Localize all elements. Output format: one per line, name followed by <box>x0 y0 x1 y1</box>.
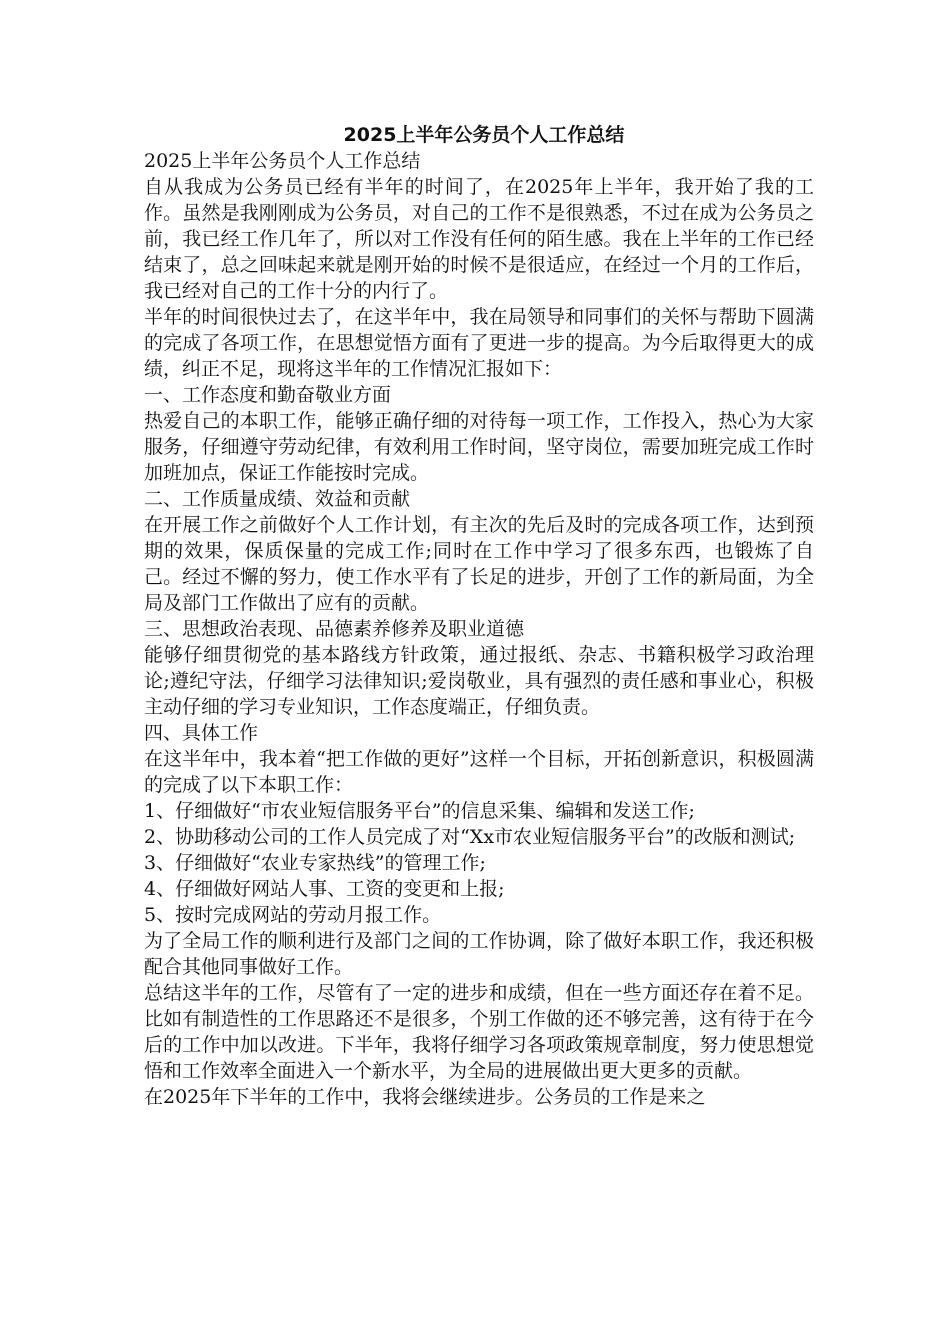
paragraph-section-4: 在这半年中，我本着“把工作做的更好”这样一个目标，开拓创新意识，积极圆满的完成了以下本职工作： <box>144 748 814 796</box>
list-item-2: 2、协助移动公司的工作人员完成了对“Xx市农业短信服务平台”的改版和测试; <box>144 826 796 848</box>
section-heading-3: 三、思想政治表现、品德素养修养及职业道德 <box>144 618 525 640</box>
paragraph-section-1: 热爱自己的本职工作，能够正确仔细的对待每一项工作，工作投入，热心为大家服务，仔细遵守劳动纪律，有效利用工作时间，坚守岗位，需要加班完成工作时加班加点，保证工作能按时完成。 <box>144 410 814 484</box>
paragraph-summary: 总结这半年的工作，尽管有了一定的进步和成绩，但在一些方面还存在着不足。比如有制造性的工作思路还不是很多，个别工作做的还不够完善，这有待于在今后的工作中加以改进。下半年，我将仔细学习各项政策规章制度，努力使思想觉悟和工作效率全面进入一个新水平，为全局的进展做出更大更多的贡献。 <box>144 982 814 1082</box>
paragraph-outlook: 在2025年下半年的工作中，我将会继续进步。公务员的工作是来之 <box>144 1086 706 1108</box>
paragraph-section-2: 在开展工作之前做好个人工作计划，有主次的先后及时的完成各项工作，达到预期的效果，保质保量的完成工作;同时在工作中学习了很多东西，也锻炼了自己。经过不懈的努力，使工作水平有了长足的进步，开创了工作的新局面，为全局及部门工作做出了应有的贡献。 <box>144 514 814 614</box>
section-heading-1: 一、工作态度和勤奋敬业方面 <box>144 384 392 406</box>
section-heading-4: 四、具体工作 <box>144 722 259 744</box>
paragraph-overview: 半年的时间很快过去了，在这半年中，我在局领导和同事们的关怀与帮助下圆满的完成了各项工作，在思想觉悟方面有了更进一步的提高。为今后取得更大的成绩，纠正不足，现将这半年的工作情况汇报如下： <box>144 306 814 380</box>
document-title: 2025上半年公务员个人工作总结 <box>343 124 625 146</box>
section-heading-2: 二、工作质量成绩、效益和贡献 <box>144 488 411 510</box>
list-item-4: 4、仔细做好网站人事、工资的变更和上报; <box>144 878 505 900</box>
list-item-1: 1、仔细做好“市农业短信服务平台”的信息采集、编辑和发送工作; <box>144 800 695 822</box>
paragraph-subtitle: 2025上半年公务员个人工作总结 <box>144 150 421 172</box>
paragraph-intro: 自从我成为公务员已经有半年的时间了，在2025年上半年，我开始了我的工作。虽然是我刚刚成为公务员，对自己的工作不是很熟悉，不过在成为公务员之前，我已经工作几年了，所以对工作没有任何的陌生感。我在上半年的工作已经结束了，总之回味起来就是刚开始的时候不是很适应，在经过一个月的工作后，我已经对自己的工作十分的内行了。 <box>144 176 814 302</box>
document-page <box>144 122 814 1110</box>
list-item-5: 5、按时完成网站的劳动月报工作。 <box>144 904 442 926</box>
paragraph-cooperation: 为了全局工作的顺利进行及部门之间的工作协调，除了做好本职工作，我还积极配合其他同事做好工作。 <box>144 930 814 978</box>
list-item-3: 3、仔细做好“农业专家热线”的管理工作; <box>144 852 486 874</box>
paragraph-section-3: 能够仔细贯彻党的基本路线方针政策，通过报纸、杂志、书籍积极学习政治理论;遵纪守法，仔细学习法律知识;爱岗敬业，具有强烈的责任感和事业心，积极主动仔细的学习专业知识，工作态度端正，仔细负责。 <box>144 644 814 718</box>
